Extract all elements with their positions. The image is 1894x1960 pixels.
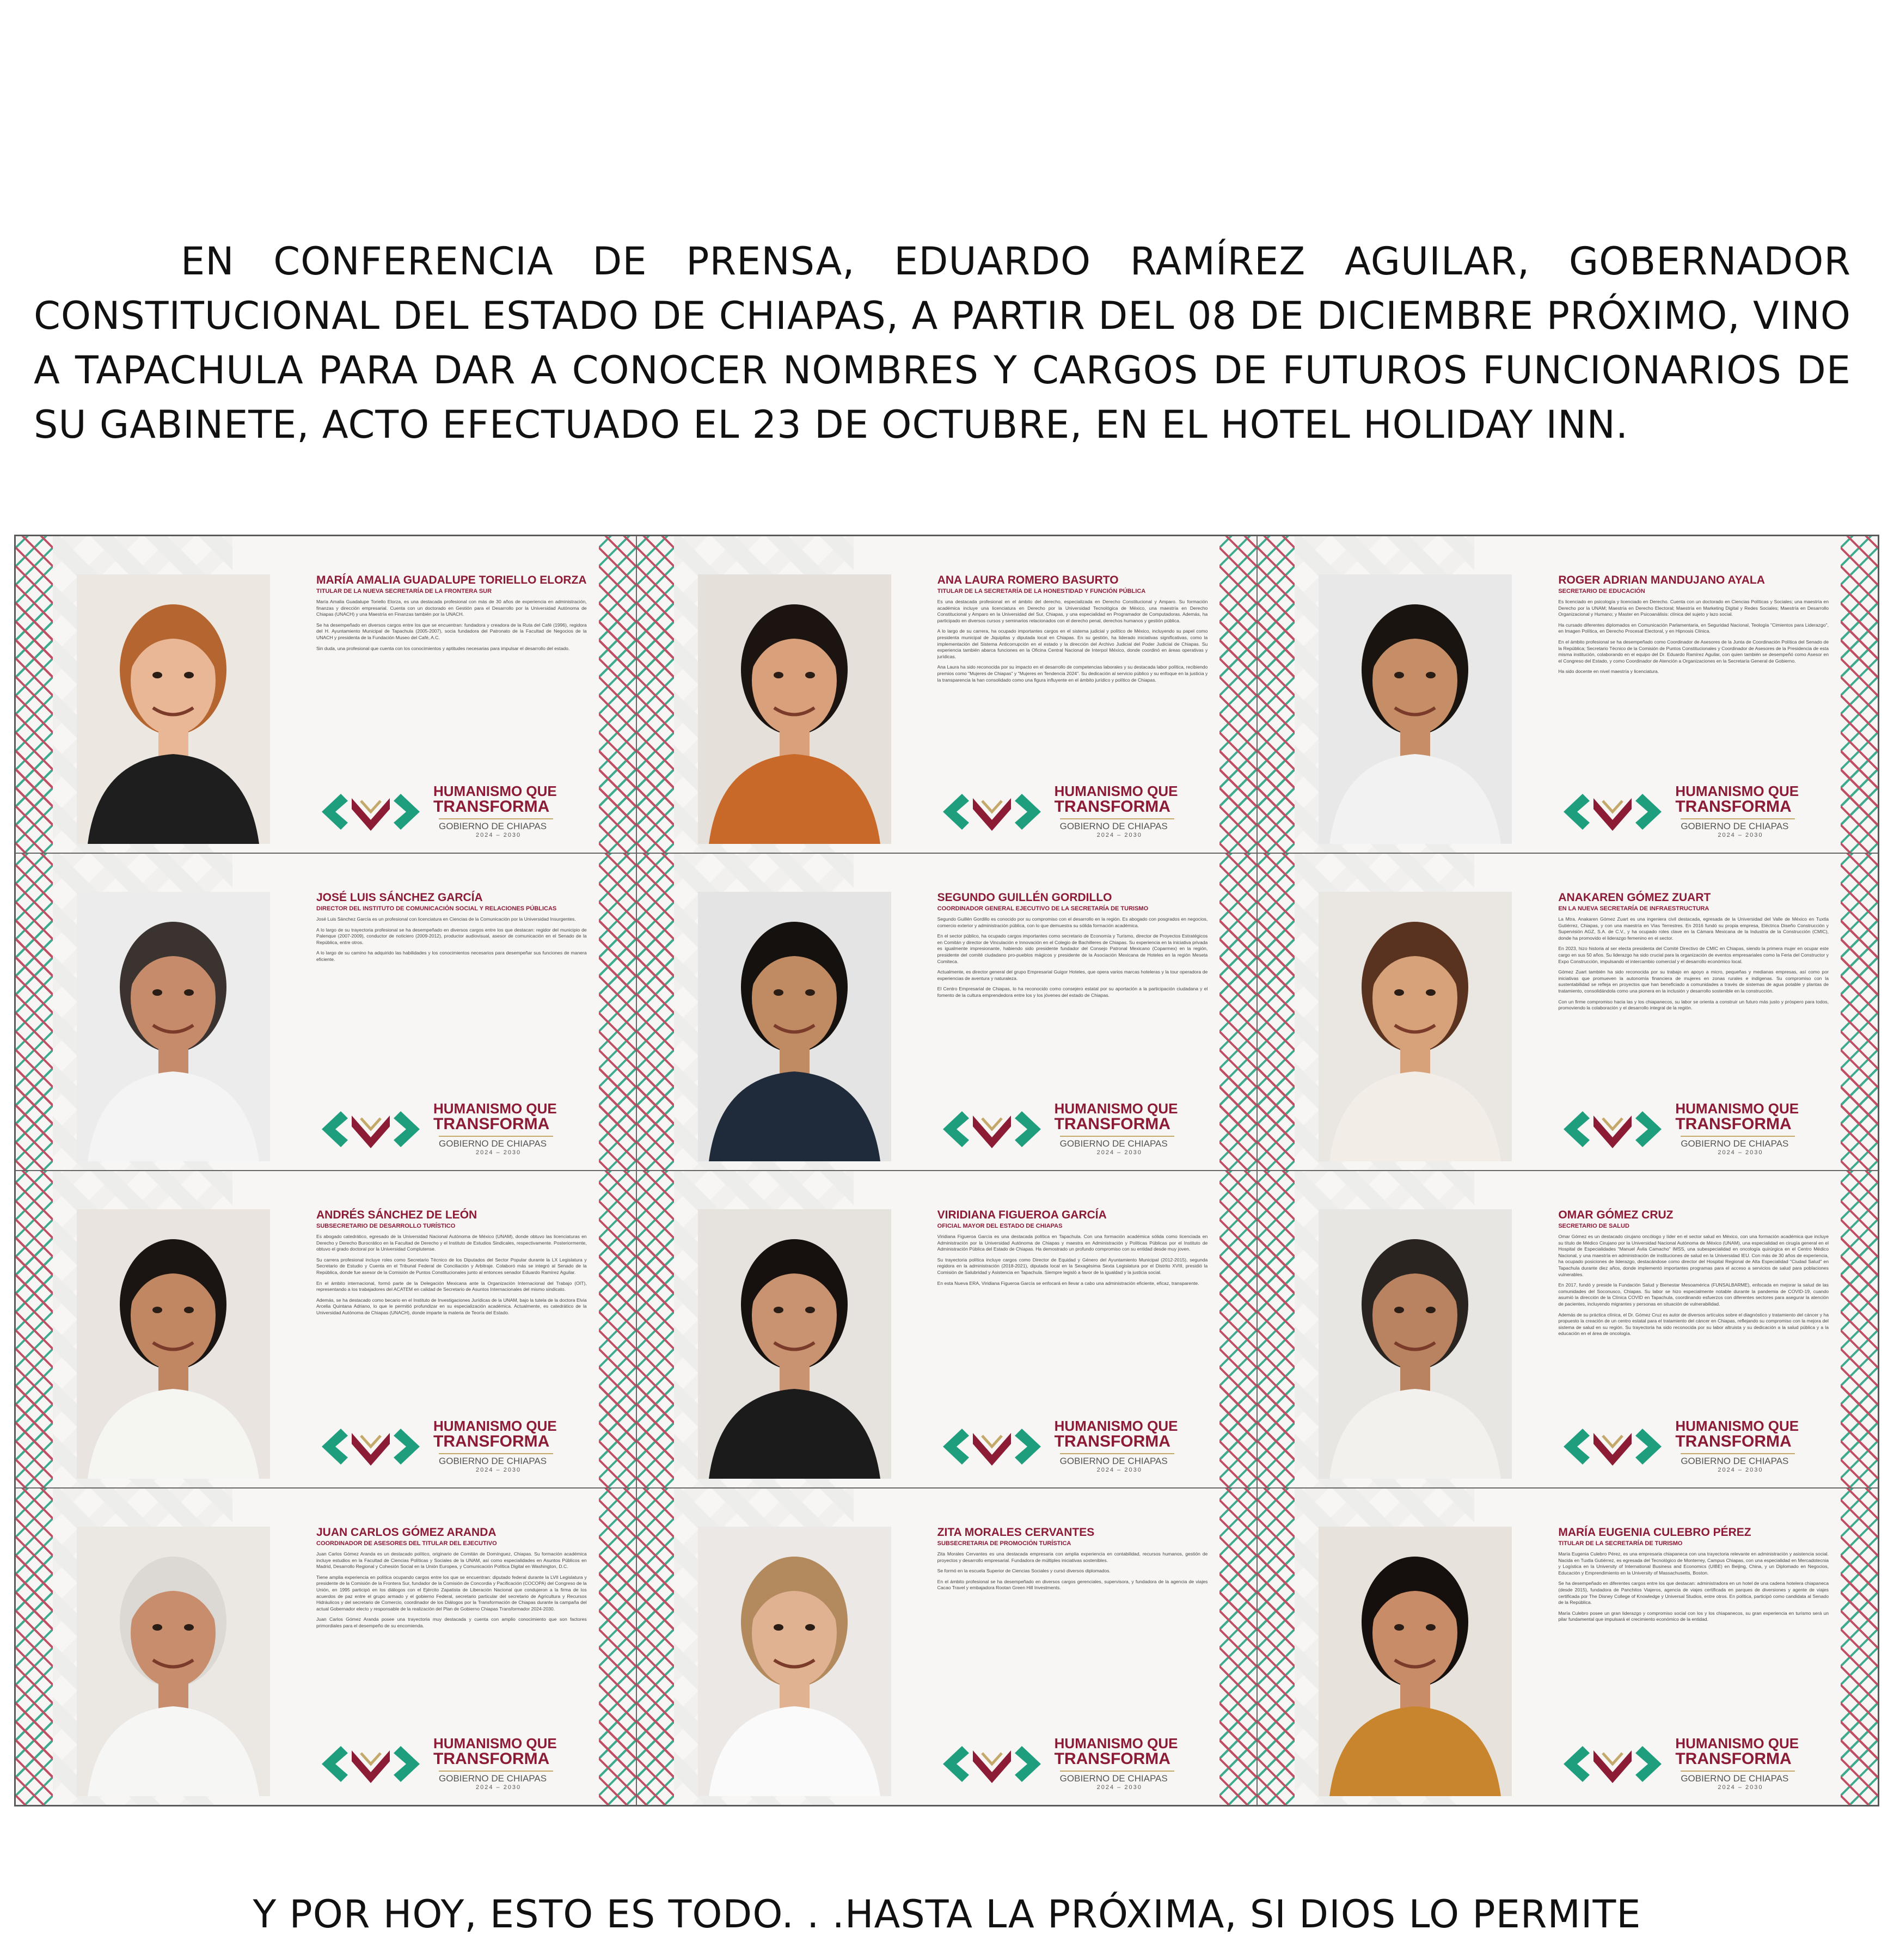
bio-block bbox=[1558, 1208, 1829, 1382]
logo-line-4: 2024 – 2030 bbox=[1718, 1784, 1763, 1791]
bio-paragraph: María Eugenia Culebro Pérez, es una empresaria chiapaneca con una trayectoria relevante en administración y asistencia social. Nacida en Tuxtla Gutiérrez, es egresada del Tecnológico de Monterrey, Campus Chiapas, con una especialidad en Mercadotecnia y Logística en la University of International Business and Economics (UIBE) en Beijing, China, y un Diplomado en Negocios, Educación y Emprendimiento en la University of Massachusetts, Boston. bbox=[1558, 1551, 1829, 1576]
logo-line-2: TRANSFORMA bbox=[1054, 798, 1170, 816]
logo-line-1: HUMANISMO QUE bbox=[1054, 783, 1178, 799]
logo-line-3: GOBIERNO DE CHIAPAS bbox=[439, 1453, 553, 1467]
logo-line-4: 2024 – 2030 bbox=[476, 1467, 522, 1473]
logo-text bbox=[433, 1736, 564, 1791]
government-logo bbox=[1558, 1734, 1809, 1794]
portrait-photo bbox=[698, 1527, 891, 1796]
logo-line-3: GOBIERNO DE CHIAPAS bbox=[1681, 1771, 1795, 1784]
official-card bbox=[636, 1488, 1258, 1805]
logo-line-4: 2024 – 2030 bbox=[1718, 1149, 1763, 1156]
decorative-border-right bbox=[1841, 1489, 1878, 1805]
bio-block bbox=[1558, 573, 1829, 748]
decorative-border-left bbox=[637, 854, 674, 1170]
bio-paragraph: Actualmente, es director general del grupo Empresarial Guigor Hoteles, que opera varios marcas hoteleras y la tour operadora de experiencias de aventura y naturaleza. bbox=[937, 969, 1208, 981]
government-logo bbox=[937, 1099, 1188, 1159]
bio-paragraph: Además de su práctica clínica, el Dr. Gómez Cruz es autor de diversos artículos sobre el diagnóstico y tratamiento del cáncer y ha propuesto la creación de un centro estatal para el tratamiento del cáncer en Chiapas, reflejando su compromiso con la mejora del sistema de salud en su región. Su trayectoria ha sido reconocida por su labor altruista y su dedicación a la salud pública y a la educación en el área de oncología. bbox=[1558, 1312, 1829, 1337]
official-card bbox=[15, 536, 636, 853]
government-logo bbox=[1558, 782, 1809, 842]
official-role: TITULAR DE LA NUEVA SECRETARÍA DE LA FRONTERA SUR bbox=[316, 588, 492, 595]
bio-paragraph: Tiene amplia experiencia en política ocupando cargos entre los que se encuentran: diputado federal durante la LVII Legislatura y presidente de la Comisión de la Frontera Sur, fundador de la Comisión de Concordia y Pacificación (COCOPA) del Congreso de la Unión, en 1995 participó en los diálogos con el Ejército Zapatista de Liberación Nacional que condujeron a la firma de los acuerdos de paz entre el grupo armado y el gobierno Federal, secretario particular del secretario de Agricultura y Recursos Hidráulicos y del secretario de Comercio, coordinador de los Diálogos por la Transformación de Chiapas durante la campaña del actual Gobernador electo y responsable de la realización del Plan de Gobierno Chiapas Transformador 2024-2030. bbox=[316, 1574, 587, 1612]
bio-paragraph: En el ámbito profesional se ha desempeñado en diversos cargos gerenciales, supervisora, y fundadora de la agencia de viajes Cacao Travel y embajadora Rootan Green Hill Investments. bbox=[937, 1578, 1208, 1591]
portrait-illustration bbox=[1319, 1209, 1512, 1479]
decorative-border-right bbox=[599, 1171, 636, 1487]
logo-mark-icon bbox=[1558, 1739, 1667, 1788]
logo-line-4: 2024 – 2030 bbox=[476, 832, 522, 838]
bio-paragraph: Gómez Zuart también ha sido reconocida por su trabajo en apoyo a micro, pequeñas y medianas empresas, así como por iniciativas que promueven la autonomía financiera de mujeres en zonas rurales e indígenas. Su compromiso con la sustentabilidad se refleja en proyectos que han beneficiado a comunidades a través de sistemas de agua potable y plantas de tratamiento, consolidándola como una pionera en la inclusión y desarrollo sostenible en la construcción. bbox=[1558, 969, 1829, 994]
decorative-border-right bbox=[1219, 854, 1256, 1170]
bio-paragraph: Es una destacada profesional en el ámbito del derecho, especializada en Derecho Constitucional y Amparo. Su formación académica incluye una licenciatura en Derecho por la Universidad Tecnológica de México, una maestría en Derecho Constitucional y Amparo en la Universidad del Sur, Chiapas, y una especialidad en Programador de Computadoras. Además, ha participado en diversos cursos y seminarios relacionados con el derecho penal, derechos humanos y gestión pública. bbox=[937, 599, 1208, 623]
bio-paragraph: María Culebro posee un gran liderazgo y compromiso social con los y los chiapanecos, su gran experiencia en turismo será un pilar fundamental que impulsará el crecimiento económico de la entidad. bbox=[1558, 1610, 1829, 1622]
logo-line-1: HUMANISMO QUE bbox=[1675, 783, 1799, 799]
logo-mark-icon bbox=[316, 1105, 425, 1154]
official-card bbox=[636, 1171, 1258, 1488]
official-role: SUBSECRETARIO DE DESARROLLO TURÍSTICO bbox=[316, 1223, 456, 1229]
logo-text bbox=[1055, 1419, 1185, 1473]
portrait-illustration bbox=[698, 1527, 891, 1796]
bio-paragraph: Se formó en la escuela Superior de Ciencias Sociales y cursó diversos diplomados. bbox=[937, 1568, 1111, 1574]
official-role: TITULAR DE LA SECRETARÍA DE LA HONESTIDAD Y FUNCIÓN PÚBLICA bbox=[937, 588, 1146, 595]
portrait-photo bbox=[698, 574, 891, 844]
bio-paragraph: Omar Gómez es un destacado cirujano oncólogo y líder en el sector salud en México, con una formación académica que incluye su título de Médico Cirujano por la Universidad Nacional Autónoma de México (UNAM), una especialidad en cirugía general en el Hospital de Especialidades "Manuel Ávila Camacho" IMSS, una subespecialidad en oncología quirúrgica en el Centro Médico Nacional, y una maestría en administración de instituciones de salud en la Universidad IEU. Con más de 30 años de experiencia, ha ocupado posiciones de liderazgo, destacándose como director del Hospital Regional de Alta Especialidad "Ciudad Salud" en Tapachula durante diez años, donde implementó importantes programas para el acceso a servicios de salud para poblaciones vulnerables. bbox=[1558, 1234, 1829, 1277]
logo-line-2: TRANSFORMA bbox=[1054, 1750, 1170, 1768]
logo-line-2: TRANSFORMA bbox=[433, 798, 550, 816]
official-role: SECRETARIO DE EDUCACIÓN bbox=[1558, 588, 1645, 595]
portrait-photo bbox=[77, 892, 270, 1161]
official-role: COORDINADOR GENERAL EJECUTIVO DE LA SECRETARÍA DE TURISMO bbox=[937, 905, 1149, 912]
logo-line-3: GOBIERNO DE CHIAPAS bbox=[1681, 818, 1795, 832]
government-logo bbox=[316, 1099, 567, 1159]
bio-block bbox=[316, 1526, 587, 1700]
government-logo bbox=[1558, 1417, 1809, 1477]
logo-line-3: GOBIERNO DE CHIAPAS bbox=[1060, 1136, 1174, 1149]
logo-line-2: TRANSFORMA bbox=[433, 1115, 550, 1133]
portrait-illustration bbox=[698, 574, 891, 844]
bio-paragraph: Además, se ha destacado como becario en el Instituto de Investigaciones Jurídicas de la UNAM, bajo la tutela de la doctora Elvia Arcelia Quintana Adriano, lo que le permitió profundizar en su especialización académica. Actualmente, es catedrático de la Universidad Autónoma de Chiapas (UNACH), donde imparte la materia de Teoría del Estado. bbox=[316, 1297, 587, 1315]
portrait-photo bbox=[1319, 892, 1512, 1161]
official-card bbox=[636, 853, 1258, 1171]
logo-line-1: HUMANISMO QUE bbox=[433, 1418, 557, 1434]
logo-mark-icon bbox=[937, 1739, 1046, 1788]
bio-paragraph: Ana Laura ha sido reconocida por su impacto en el desarrollo de competencias laborales y su destacada labor política, recibiendo premios como "Mujeres de Chiapas" y "Mujeres en Tendencia 2024". Su dedicación al servicio público y su enfoque en la justicia y la transparencia la han consolidado como una figura influyente en el ámbito jurídico y político de Chiapas. bbox=[937, 664, 1208, 683]
portrait-illustration bbox=[1319, 892, 1512, 1161]
logo-line-3: GOBIERNO DE CHIAPAS bbox=[1060, 818, 1174, 832]
logo-text bbox=[1055, 1101, 1185, 1156]
logo-line-2: TRANSFORMA bbox=[1675, 798, 1792, 816]
logo-mark-icon bbox=[1558, 1105, 1667, 1154]
portrait-illustration bbox=[77, 892, 270, 1161]
logo-mark-icon bbox=[937, 1422, 1046, 1471]
official-card bbox=[15, 853, 636, 1171]
bio-paragraph: Sin duda, una profesional que cuenta con los conocimientos y aptitudes necesarias para impulsar el desarrollo del estado. bbox=[316, 645, 570, 651]
logo-line-3: GOBIERNO DE CHIAPAS bbox=[439, 818, 553, 832]
official-card bbox=[15, 1488, 636, 1805]
official-card bbox=[1257, 1171, 1878, 1488]
logo-mark-icon bbox=[1558, 787, 1667, 836]
logo-text bbox=[1055, 784, 1185, 838]
logo-mark-icon bbox=[1558, 1422, 1667, 1471]
official-card bbox=[1257, 1488, 1878, 1805]
logo-line-3: GOBIERNO DE CHIAPAS bbox=[439, 1136, 553, 1149]
official-role: EN LA NUEVA SECRETARÍA DE INFRAESTRUCTURA bbox=[1558, 905, 1709, 912]
logo-mark-icon bbox=[316, 1422, 425, 1471]
bio-paragraph: María Amalia Guadalupe Toriello Elorza, es una destacada profesional con más de 30 años de experiencia en administración, finanzas y dirección empresarial. Cuenta con un doctorado en Gestión para el Desarrollo por la Universidad Autónoma de Chiapas (UNACH) y una Maestría en Finanzas también por la UNACH. bbox=[316, 599, 587, 617]
portrait-photo bbox=[1319, 1209, 1512, 1479]
official-name: MARÍA AMALIA GUADALUPE TORIELLO ELORZA bbox=[316, 574, 587, 586]
closing-line: Y POR HOY, ESTO ES TODO. . .HASTA LA PRÓXIMA, SI DIOS LO PERMITE bbox=[253, 1892, 1641, 1937]
decorative-border-right bbox=[599, 1489, 636, 1805]
logo-mark-icon bbox=[316, 1739, 425, 1788]
official-name: MARÍA EUGENIA CULEBRO PÉREZ bbox=[1558, 1526, 1751, 1539]
official-name: SEGUNDO GUILLÉN GORDILLO bbox=[937, 891, 1112, 904]
logo-text bbox=[433, 1419, 564, 1473]
bio-paragraph: En esta Nueva ERA, Viridiana Figueroa García se enfocará en llevar a cabo una administración eficiente, eficaz, transparente. bbox=[937, 1280, 1199, 1286]
logo-line-1: HUMANISMO QUE bbox=[433, 1735, 557, 1751]
logo-mark-icon bbox=[937, 787, 1046, 836]
logo-line-3: GOBIERNO DE CHIAPAS bbox=[1060, 1453, 1174, 1467]
logo-text bbox=[1675, 1419, 1806, 1473]
logo-line-4: 2024 – 2030 bbox=[476, 1149, 522, 1156]
decorative-border-left bbox=[637, 1489, 674, 1805]
bio-paragraph: El Centro Empresarial de Chiapas, lo ha reconocido como consejero estatal por su aportación a la participación ciudadana y el fomento de la cultura emprendedora entre los y los jóvenes del estado de Chiapas. bbox=[937, 986, 1208, 998]
logo-line-4: 2024 – 2030 bbox=[1096, 832, 1142, 838]
bio-paragraph: Juan Carlos Gómez Aranda es un destacado político, originario de Comitán de Domínguez, Chiapas. Su formación académica incluye estudios en la Facultad de Ciencias Políticas y Sociales de la UNAM, así como especialidades en Asuntos Públicos en Madrid, Desarrollo Regional y Cohesión Social en la Unión Europea, y Comunicación Política Digital en Washington, D.C. bbox=[316, 1551, 587, 1570]
logo-line-4: 2024 – 2030 bbox=[1718, 832, 1763, 838]
logo-text bbox=[433, 784, 564, 838]
bio-paragraph: Es licenciado en psicología y licenciado en Derecho. Cuenta con un doctorado en Ciencias Políticas y Sociales; una maestría en Derecho por la UNAM; Maestría en Derecho Electoral; Maestría en Marketing Digital y Redes Sociales; Maestría en Desarrollo Organizacional y Humano; y Master en Psicoanálisis: clínica del sujeto y lazo social. bbox=[1558, 599, 1829, 617]
logo-line-4: 2024 – 2030 bbox=[476, 1784, 522, 1791]
logo-line-2: TRANSFORMA bbox=[1054, 1432, 1170, 1450]
logo-line-1: HUMANISMO QUE bbox=[1675, 1735, 1799, 1751]
logo-line-2: TRANSFORMA bbox=[1675, 1750, 1792, 1768]
official-role: DIRECTOR DEL INSTITUTO DE COMUNICACIÓN SOCIAL Y RELACIONES PÚBLICAS bbox=[316, 905, 557, 912]
decorative-border-right bbox=[599, 536, 636, 853]
government-logo bbox=[316, 1734, 567, 1794]
official-card bbox=[15, 1171, 636, 1488]
decorative-border-left bbox=[1258, 1489, 1295, 1805]
official-card bbox=[1257, 536, 1878, 853]
official-name: JUAN CARLOS GÓMEZ ARANDA bbox=[316, 1526, 497, 1539]
government-logo bbox=[937, 782, 1188, 842]
bio-paragraph: Es abogado catedrático, egresado de la Universidad Nacional Autónoma de México (UNAM), donde obtuvo las licenciaturas en Derecho y Derecho Burocrático en la Facultad de Derecho y el Instituto de Estudios Sindicales, respectivamente. Posteriormente, obtuvo el grado doctoral por la Universidad Complutense. bbox=[316, 1234, 587, 1252]
logo-line-1: HUMANISMO QUE bbox=[433, 1100, 557, 1117]
intro-text: EN CONFERENCIA DE PRENSA, EDUARDO RAMÍREZ AGUILAR, GOBERNADOR CONSTITUCIONAL DEL ESTADO DE CHIAPAS, A PARTIR DEL 08 DE DICIEMBRE PRÓXIMO, VINO A TAPACHULA PARA DAR A CONOCER NOMBRES Y CARGOS DE FUTUROS FUNCIONARIOS DE SU GABINETE, ACTO EFECTUADO EL 23 DE OCTUBRE, EN EL HOTEL HOLIDAY INN. bbox=[34, 239, 1851, 447]
bio-paragraph: A lo largo de su carrera, ha ocupado importantes cargos en el sistema judicial y político de México, incluyendo su papel como presidenta municipal de Jiquipilas y diputada local en Chiapas. En su gestión, ha liderado iniciativas significativas, como la implementación del Sistema Anticorrupción en el estado y la dirección del Archivo Judicial del Poder Judicial de Chiapas. Su experiencia también abarca funciones en la Oficina Central Nacional de Interpol México, donde coordinó en áreas operativas y jurídicas. bbox=[937, 628, 1208, 659]
government-logo bbox=[316, 782, 567, 842]
bio-block bbox=[316, 1208, 587, 1382]
government-logo bbox=[937, 1734, 1188, 1794]
bio-paragraph: Ha cursado diferentes diplomados en Comunicación Parlamentaria, en Seguridad Nacional, Teología "Cimientos para Liderazgo", en Imagen Política, en Derecho Procesal Electoral, y en Hipnosis Clínica. bbox=[1558, 622, 1829, 634]
portrait-illustration bbox=[698, 1209, 891, 1479]
official-name: OMAR GÓMEZ CRUZ bbox=[1558, 1209, 1674, 1221]
official-role: OFICIAL MAYOR DEL ESTADO DE CHIAPAS bbox=[937, 1223, 1063, 1229]
portrait-illustration bbox=[77, 1527, 270, 1796]
bio-paragraph: Segundo Guillén Gordillo es conocido por su compromiso con el desarrollo en la región. Es abogado con posgrados en negocios, comercio exterior y administración pública, con lo que demuestra su sólida formación académica. bbox=[937, 916, 1208, 928]
logo-line-1: HUMANISMO QUE bbox=[1675, 1418, 1799, 1434]
bio-paragraph: Se ha desempeñado en diversos cargos entre los que se encuentran: fundadora y creadora de la Ruta del Café (1996), regidora del H. Ayuntamiento Municipal de Tapachula (2005-2007), socia fundadora del Patronato de la Facultad de Negocios de la UNACH y presidenta de la Fundación Museo del Café, A.C. bbox=[316, 622, 587, 640]
portrait-photo bbox=[77, 1527, 270, 1796]
logo-line-4: 2024 – 2030 bbox=[1096, 1784, 1142, 1791]
bio-paragraph: A lo largo de su trayectoria profesional se ha desempeñado en diversos cargos entre los que destacan: regidor del municipio de Palenque (2007-2009), conductor de noticiero (2009-2012), productor audiovisual, asesor de comunicación en el Senado de la República, entre otros. bbox=[316, 927, 587, 945]
official-name: ZITA MORALES CERVANTES bbox=[937, 1526, 1095, 1539]
bio-paragraph: La Mtra. Anakaren Gómez Zuart es una ingeniera civil destacada, egresada de la Universidad del Valle de México en Tuxtla Gutiérrez, Chiapas, y con una maestría en Vías Terrestres. En 2016 fundó su propia empresa, Eléctrica Diseño Construcción y Supervisión AGZ, S.A. de C.V., y ha ocupado roles clave en la Cámara Mexicana de la Industria de la Construcción (CMIC), donde ha promovido el liderazgo femenino en el sector. bbox=[1558, 916, 1829, 941]
official-name: ROGER ADRIAN MANDUJANO AYALA bbox=[1558, 574, 1765, 586]
decorative-border-right bbox=[1219, 1489, 1256, 1805]
government-logo bbox=[937, 1417, 1188, 1477]
bio-paragraph: En 2023, hizo historia al ser electa presidenta del Comité Directivo de CMIC en Chiapas, siendo la primera mujer en ocupar este cargo en sus 50 años. Su liderazgo ha sido crucial para la organización de eventos empresariales como la Feria del Constructor y Expo Construcción, impulsando el intercambio comercial y el desarrollo económico local. bbox=[1558, 946, 1829, 964]
portrait-photo bbox=[698, 892, 891, 1161]
decorative-border-right bbox=[599, 854, 636, 1170]
bio-paragraph: Zita Morales Cervantes es una destacada empresaria con amplia experiencia en contabilidad, recursos humanos, gestión de proyectos y desarrollo empresarial. Fundadora de múltiples iniciativas sostenibles. bbox=[937, 1551, 1208, 1563]
decorative-border-right bbox=[1841, 536, 1878, 853]
official-name: ANDRÉS SÁNCHEZ DE LEÓN bbox=[316, 1209, 477, 1221]
logo-line-2: TRANSFORMA bbox=[1054, 1115, 1170, 1133]
logo-line-2: TRANSFORMA bbox=[1675, 1115, 1792, 1133]
bio-block bbox=[316, 573, 587, 748]
portrait-photo bbox=[1319, 1527, 1512, 1796]
official-role: COORDINADOR DE ASESORES DEL TITULAR DEL EJECUTIVO bbox=[316, 1540, 497, 1547]
decorative-border-left bbox=[637, 1171, 674, 1487]
bio-block bbox=[1558, 891, 1829, 1065]
bio-paragraph: José Luis Sánchez García es un profesional con licenciatura en Ciencias de la Comunicación por la Universidad Insurgentes. bbox=[316, 916, 576, 922]
bio-paragraph: Su carrera profesional incluye roles como Secretario Técnico de los Diputados del Sector Popular durante la LX Legislatura y Secretario de Estudio y Cuenta en el Tribunal Federal de Conciliación y Arbitraje. Colaboró más se integró al Senado de la República, donde fue asesor de la Comisión de Puntos Constitucionales junto al entonces senador Eduardo Ramírez Aguilar. bbox=[316, 1257, 587, 1275]
logo-line-3: GOBIERNO DE CHIAPAS bbox=[1060, 1771, 1174, 1784]
bio-paragraph: En el ámbito internacional, formó parte de la Delegación Mexicana ante la Organización Internacional del Trabajo (OIT), representando a los trabajadores del ACATEM en calidad de Secretario de Asuntos Internacionales del mismo sindicato. bbox=[316, 1280, 587, 1293]
logo-text bbox=[433, 1101, 564, 1156]
logo-line-2: TRANSFORMA bbox=[433, 1432, 550, 1450]
logo-text bbox=[1055, 1736, 1185, 1791]
logo-line-4: 2024 – 2030 bbox=[1096, 1149, 1142, 1156]
bio-block bbox=[1558, 1526, 1829, 1700]
logo-line-1: HUMANISMO QUE bbox=[1054, 1100, 1178, 1117]
decorative-border-left bbox=[1258, 854, 1295, 1170]
portrait-photo bbox=[77, 574, 270, 844]
bio-block bbox=[937, 891, 1208, 1065]
logo-line-1: HUMANISMO QUE bbox=[433, 783, 557, 799]
logo-text bbox=[1675, 784, 1806, 838]
portrait-illustration bbox=[698, 892, 891, 1161]
bio-paragraph: Viridiana Figueroa García es una destacada política en Tapachula. Con una formación académica sólida como licenciada en Administración por la Universidad Autónoma de Chiapas y maestra en Administración y Políticas Públicas por el Instituto de Administración Pública del Estado de Chiapas. Ha demostrado un profundo compromiso con su entidad desde muy joven. bbox=[937, 1234, 1208, 1252]
logo-line-1: HUMANISMO QUE bbox=[1054, 1735, 1178, 1751]
logo-line-3: GOBIERNO DE CHIAPAS bbox=[1681, 1136, 1795, 1149]
bio-paragraph: Se ha desempeñado en diferentes cargos entre los que destacan: administradora en un hotel de una cadena hotelera chiapaneca (desde 2015), fundadora de Panchitos Viajeros, agencia de viajes certificada en parques de diversiones y agente de viajes certificada por The Disney College of Knowledge y Universal Studios, entre otros. En política, participó como candidata al Senado de la República. bbox=[1558, 1581, 1829, 1606]
logo-mark-icon bbox=[937, 1105, 1046, 1154]
bio-paragraph: Con un firme compromiso hacia las y los chiapanecos, su labor se orienta a construir un futuro más justo y próspero para todos, promoviendo la colaboración y el desarrollo integral de la región. bbox=[1558, 999, 1829, 1011]
portrait-illustration bbox=[77, 574, 270, 844]
official-role: SUBSECRETARIA DE PROMOCIÓN TURÍSTICA bbox=[937, 1540, 1071, 1547]
logo-line-4: 2024 – 2030 bbox=[1096, 1467, 1142, 1473]
logo-line-2: TRANSFORMA bbox=[1675, 1432, 1792, 1450]
bio-block bbox=[937, 1208, 1208, 1382]
bio-paragraph: A lo largo de su camino ha adquirido las habilidades y los conocimientos necesarios para desempeñar sus funciones de manera eficiente. bbox=[316, 950, 587, 962]
decorative-border-right bbox=[1219, 1171, 1256, 1487]
intro-paragraph bbox=[34, 234, 1851, 452]
official-card bbox=[636, 536, 1258, 853]
decorative-border-right bbox=[1841, 854, 1878, 1170]
official-name: ANA LAURA ROMERO BASURTO bbox=[937, 574, 1119, 586]
government-logo bbox=[1558, 1099, 1809, 1159]
decorative-border-left bbox=[16, 1489, 53, 1805]
bio-paragraph: Juan Carlos Gómez Aranda posee una trayectoria muy destacada y cuenta con amplio conocimiento que son factores primordiales para el desempeño de su encomienda. bbox=[316, 1616, 587, 1628]
logo-line-3: GOBIERNO DE CHIAPAS bbox=[1681, 1453, 1795, 1467]
decorative-border-left bbox=[1258, 1171, 1295, 1487]
bio-block bbox=[937, 573, 1208, 748]
official-name: VIRIDIANA FIGUEROA GARCÍA bbox=[937, 1209, 1107, 1221]
logo-line-4: 2024 – 2030 bbox=[1718, 1467, 1763, 1473]
bio-paragraph: En 2017, fundó y preside la Fundación Salud y Bienestar Mesoamérica (FUNSALBARME), enfocada en mejorar la salud de las comunidades del Soconusco, Chiapas. Su labor se hizo especialmente notable durante la pandemia de COVID-19, cuando asumió la dirección de la Clínica COVID en Tapachula, coordinando esfuerzos con diferentes sectores para asegurar la atención de pacientes, incluyendo migrantes y personas en situación de vulnerabilidad. bbox=[1558, 1282, 1829, 1307]
official-card bbox=[1257, 853, 1878, 1171]
decorative-border-left bbox=[1258, 536, 1295, 853]
portrait-illustration bbox=[1319, 1527, 1512, 1796]
logo-text bbox=[1675, 1736, 1806, 1791]
logo-line-1: HUMANISMO QUE bbox=[1054, 1418, 1178, 1434]
portrait-photo bbox=[77, 1209, 270, 1479]
portrait-photo bbox=[698, 1209, 891, 1479]
bio-paragraph: Ha sido docente en nivel maestría y licenciatura. bbox=[1558, 669, 1659, 675]
portrait-illustration bbox=[1319, 574, 1512, 844]
bio-paragraph: Su trayectoria política incluye cargos como Director de Equidad y Género del Ayuntamiento Municipal (2012-2015), segunda regidora en la administración (2018-2021), diputada local en la Sexagésima Sexta Legislatura por el Distrito XVIII, presidió la Comisión de Salubridad y Asistencia en Tapachula. Siempre legisló a favor de la igualdad y la justicia social. bbox=[937, 1257, 1208, 1275]
portrait-illustration bbox=[77, 1209, 270, 1479]
official-role: TITULAR DE LA SECRETARÍA DE TURISMO bbox=[1558, 1540, 1683, 1547]
government-logo bbox=[316, 1417, 567, 1477]
portrait-photo bbox=[1319, 574, 1512, 844]
decorative-border-left bbox=[16, 1171, 53, 1487]
decorative-border-left bbox=[16, 854, 53, 1170]
decorative-border-right bbox=[1841, 1171, 1878, 1487]
official-name: JOSÉ LUIS SÁNCHEZ GARCÍA bbox=[316, 891, 483, 904]
decorative-border-left bbox=[637, 536, 674, 853]
bio-block bbox=[316, 891, 587, 1065]
logo-line-3: GOBIERNO DE CHIAPAS bbox=[439, 1771, 553, 1784]
decorative-border-left bbox=[16, 536, 53, 853]
decorative-border-right bbox=[1219, 536, 1256, 853]
logo-mark-icon bbox=[316, 787, 425, 836]
logo-line-1: HUMANISMO QUE bbox=[1675, 1100, 1799, 1117]
official-name: ANAKAREN GÓMEZ ZUART bbox=[1558, 891, 1711, 904]
bio-paragraph: En el ámbito profesional se ha desempeñado como Coordinador de Asesores de la Junta de Coordinación Política del Senado de la República; Secretario Técnico de la Comisión de Puntos Constitucionales y Coordinador de Asesores de la Presidencia de esta misma institución, colaborando en el equipo del Dr. Eduardo Ramírez Aguilar, con quien también se desempeñó como Asesor en el Congreso del Estado, y como Coordinador de Atención a Organizaciones en la Secretaría General de Gobierno. bbox=[1558, 639, 1829, 664]
bio-paragraph: En el sector público, ha ocupado cargos importantes como secretario de Economía y Turismo, director de Proyectos Estratégicos en Comitán y director de Vinculación e Innovación en el Colegio de Bachilleres de Chiapas. Su experiencia en la iniciativa privada es igualmente impresionante, habiendo sido presidente fundador del Consejo Patronal Mexicano (Coparmex) en la región, presidente del comité ciudadano pro-pueblos mágicos y presidente de la Asociación Mexicana de Hoteles en la región Meseta Comiteca. bbox=[937, 933, 1208, 964]
cabinet-cards-grid bbox=[14, 535, 1879, 1806]
logo-text bbox=[1675, 1101, 1806, 1156]
official-role: SECRETARIO DE SALUD bbox=[1558, 1223, 1629, 1229]
bio-block bbox=[937, 1526, 1208, 1700]
logo-line-2: TRANSFORMA bbox=[433, 1750, 550, 1768]
